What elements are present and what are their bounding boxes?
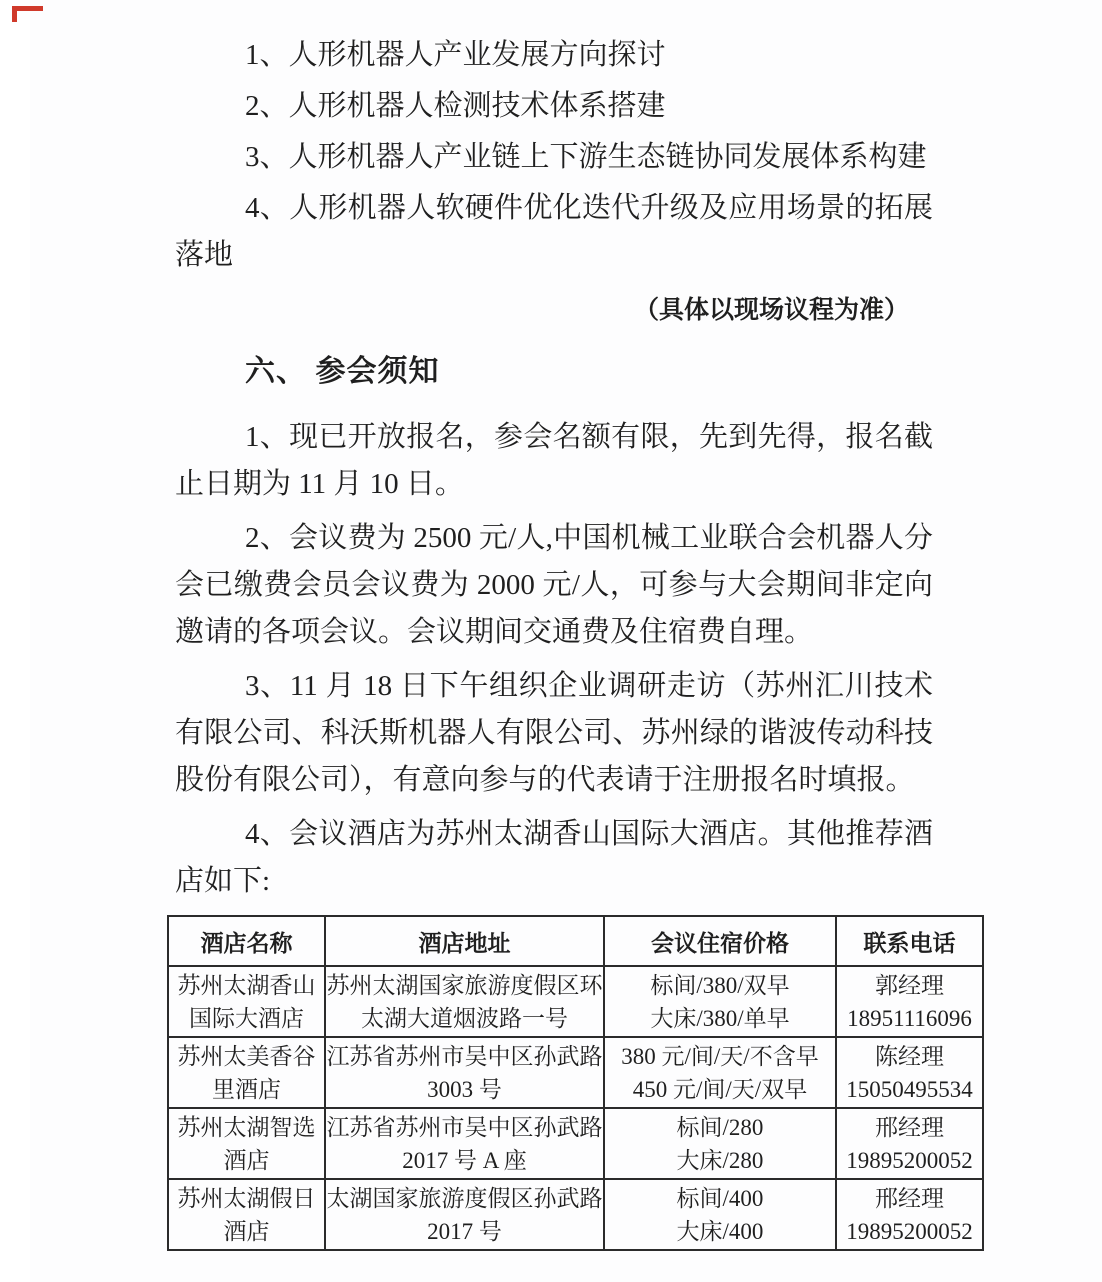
hotel-table bbox=[167, 915, 984, 1251]
notice-paragraph-4: 4、会议酒店为苏州太湖香山国际大酒店。其他推荐酒店如下: bbox=[175, 818, 933, 897]
hotel-name-line: 酒店 bbox=[223, 1218, 270, 1244]
room-price-line: 380 元/间/天/不含早 bbox=[621, 1043, 819, 1069]
hotel-address-line: 2017 号 A 座 bbox=[402, 1147, 527, 1173]
hotel-address-line: 苏州太湖国家旅游度假区环 bbox=[326, 972, 603, 998]
contact-cell bbox=[836, 1037, 983, 1108]
hotel-address-cell bbox=[325, 1037, 604, 1108]
agenda-item-1: 1、人形机器人产业发展方向探讨 bbox=[245, 39, 666, 71]
agenda-note: （具体以现场议程为准） bbox=[633, 297, 909, 324]
room-price-line: 大床/380/单早 bbox=[650, 1005, 790, 1031]
contact-name: 郭经理 bbox=[875, 972, 944, 998]
hotel-address-line: 江苏省苏州市吴中区孙武路 bbox=[326, 1114, 603, 1140]
notice-paragraph-3: 3、11 月 18 日下午组织企业调研走访（苏州汇川技术有限公司、科沃斯机器人有限公司、苏州绿的谐波传动科技股份有限公司），有意向参与的代表请于注册报名时填报。 bbox=[175, 670, 933, 796]
hotel-name-line: 苏州太湖假日 bbox=[177, 1185, 316, 1211]
hotel-address-line: 3003 号 bbox=[427, 1076, 502, 1102]
header-hotel-address: 酒店地址 bbox=[325, 916, 604, 966]
contact-phone: 18951116096 bbox=[847, 1005, 972, 1031]
hotel-name-line: 国际大酒店 bbox=[189, 1005, 304, 1031]
hotel-name-cell bbox=[168, 1179, 325, 1250]
section-heading: 六、 参会须知 bbox=[245, 355, 440, 388]
hotel-address-cell bbox=[325, 1179, 604, 1250]
contact-cell bbox=[836, 1108, 983, 1179]
hotel-address-cell bbox=[325, 1108, 604, 1179]
contact-cell bbox=[836, 966, 983, 1037]
contact-cell bbox=[836, 1179, 983, 1250]
contact-phone: 19895200052 bbox=[846, 1218, 973, 1244]
table-row bbox=[168, 1108, 983, 1179]
contact-name: 邢经理 bbox=[875, 1185, 944, 1211]
hotel-name-line: 苏州太湖香山 bbox=[177, 972, 316, 998]
table-row bbox=[168, 966, 983, 1037]
hotel-address-cell bbox=[325, 966, 604, 1037]
agenda-item-3: 3、人形机器人产业链上下游生态链协同发展体系构建 bbox=[245, 141, 927, 173]
contact-phone: 15050495534 bbox=[846, 1076, 973, 1102]
table-row bbox=[168, 1037, 983, 1108]
red-corner-mark bbox=[12, 6, 43, 22]
notice-paragraph-1: 1、现已开放报名，参会名额有限，先到先得，报名截止日期为 11 月 10 日。 bbox=[175, 421, 933, 500]
page-left-margin bbox=[0, 0, 30, 1282]
room-price-line: 标间/280 bbox=[676, 1114, 764, 1140]
hotel-name-cell bbox=[168, 966, 325, 1037]
hotel-name-line: 苏州太湖智选 bbox=[177, 1114, 316, 1140]
contact-name: 邢经理 bbox=[875, 1114, 944, 1140]
header-contact-phone: 联系电话 bbox=[836, 916, 983, 966]
notice-paragraph-2: 2、会议费为 2500 元/人,中国机械工业联合会机器人分会已缴费会员会议费为 2000 元/人，可参与大会期间非定向邀请的各项会议。会议期间交通费及住宿费自理。 bbox=[175, 522, 933, 648]
hotel-name-line: 苏州太美香谷 bbox=[177, 1043, 316, 1069]
agenda-item-4: 4、人形机器人软硬件优化迭代升级及应用场景的拓展落地 bbox=[175, 192, 933, 271]
room-price-cell bbox=[604, 966, 836, 1037]
room-price-line: 标间/400 bbox=[676, 1185, 764, 1211]
hotel-address-line: 太湖国家旅游度假区孙武路 bbox=[326, 1185, 603, 1211]
room-price-line: 大床/400 bbox=[676, 1218, 764, 1244]
room-price-line: 标间/380/双早 bbox=[650, 972, 790, 998]
document-body bbox=[175, 32, 933, 912]
hotel-name-cell bbox=[168, 1108, 325, 1179]
table-row bbox=[168, 1179, 983, 1250]
room-price-line: 450 元/间/天/双早 bbox=[632, 1076, 808, 1102]
room-price-cell bbox=[604, 1179, 836, 1250]
hotel-name-cell bbox=[168, 1037, 325, 1108]
header-hotel-name: 酒店名称 bbox=[168, 916, 325, 966]
hotel-name-line: 酒店 bbox=[223, 1147, 270, 1173]
contact-phone: 19895200052 bbox=[846, 1147, 973, 1173]
agenda-item-2: 2、人形机器人检测技术体系搭建 bbox=[245, 90, 666, 122]
room-price-line: 大床/280 bbox=[676, 1147, 764, 1173]
room-price-cell bbox=[604, 1037, 836, 1108]
hotel-address-line: 太湖大道烟波路一号 bbox=[361, 1005, 568, 1031]
header-room-price: 会议住宿价格 bbox=[604, 916, 836, 966]
hotel-address-line: 2017 号 bbox=[427, 1218, 502, 1244]
contact-name: 陈经理 bbox=[875, 1043, 944, 1069]
room-price-cell bbox=[604, 1108, 836, 1179]
hotel-name-line: 里酒店 bbox=[212, 1076, 281, 1102]
hotel-table-header-row bbox=[168, 916, 983, 966]
hotel-address-line: 江苏省苏州市吴中区孙武路 bbox=[326, 1043, 603, 1069]
